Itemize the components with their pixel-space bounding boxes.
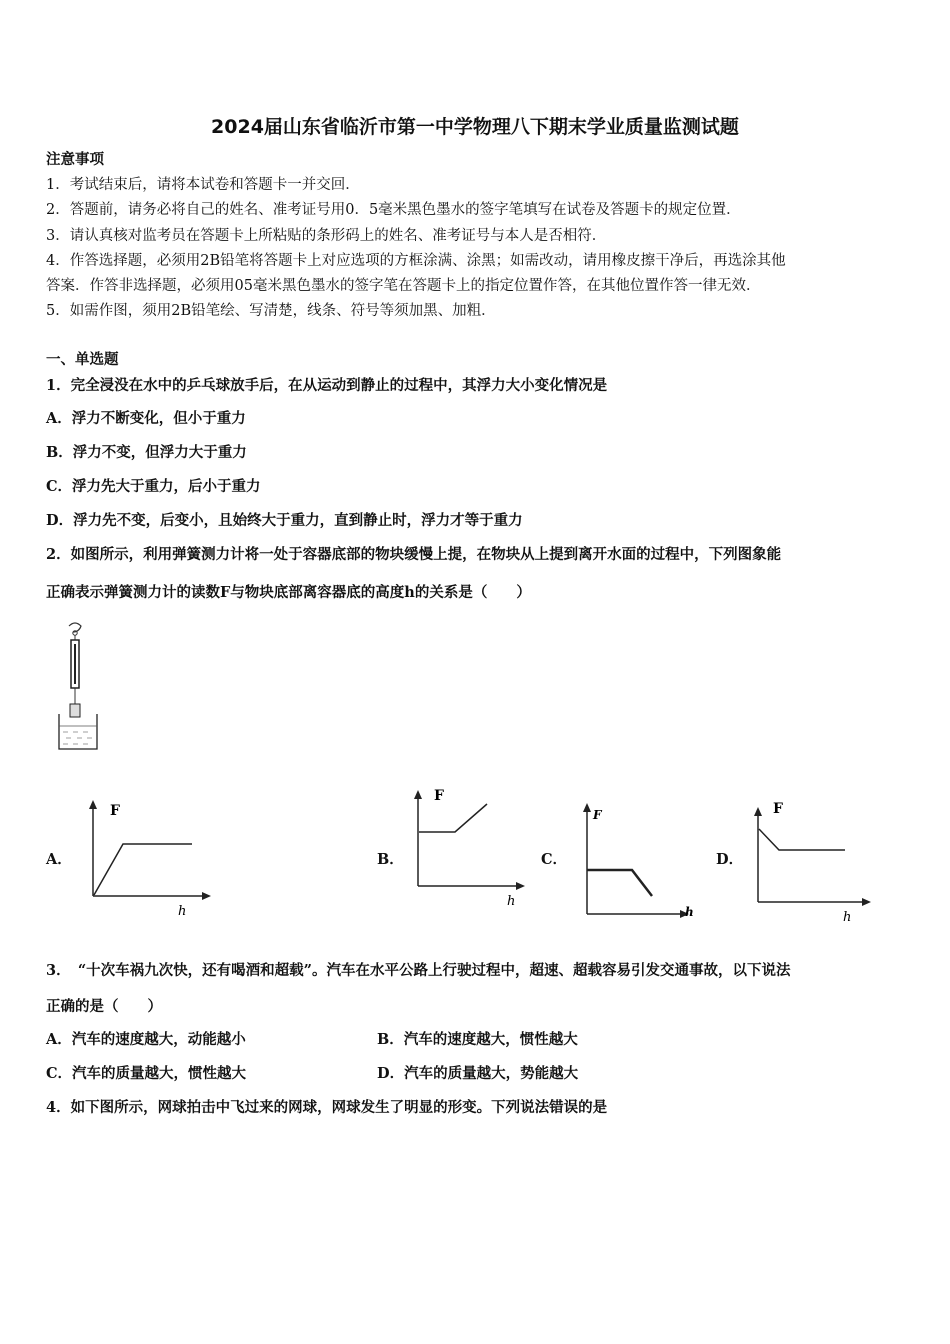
graph-c-curve [587, 870, 652, 896]
notice-item: 2．答题前，请务必将自己的姓名、准考证号用0．5毫米黑色墨水的签字笔填写在试卷及答题卡的规定位置． [46, 202, 741, 218]
section-heading: 一、单选题 [46, 351, 119, 368]
question-1-option-a: A．浮力不断变化，但小于重力 [46, 410, 246, 427]
question-2-stem-line1: 2．如图所示，利用弹簧测力计将一处于容器底部的物块缓慢上提，在物块从上提到离开水面的过程中，下列图象能 [46, 546, 782, 563]
notice-heading: 注意事项 [46, 151, 104, 168]
graph-label-a: A． [46, 851, 72, 868]
question-1-option-d: D．浮力先不变，后变小，且始终大于重力，直到静止时，浮力才等于重力 [46, 512, 523, 529]
graph-label-b: B． [377, 851, 404, 868]
graph-d [745, 795, 880, 925]
graph-b-y-label: F [434, 788, 444, 804]
graph-b [407, 784, 537, 909]
notice-item: 5．如需作图，须用2B铅笔绘、写清楚，线条、符号等须加黑、加粗． [46, 303, 496, 319]
question-3-option-a: A．汽车的速度越大，动能越小 [46, 1031, 246, 1048]
question-4-stem: 4．如下图所示，网球拍击中飞过来的网球，网球发生了明显的形变。下列说法错误的是 [46, 1099, 608, 1116]
question-1-stem: 1．完全浸没在水中的乒乓球放手后，在从运动到静止的过程中，其浮力大小变化情况是 [46, 377, 608, 394]
graph-d-curve [759, 829, 845, 850]
graph-c-y-label: F [593, 808, 602, 822]
graph-a [80, 795, 220, 920]
graph-b-curve [419, 804, 487, 832]
question-3-option-b: B．汽车的速度越大，惯性越大 [377, 1031, 578, 1048]
graph-d-x-arrow [862, 898, 871, 906]
graph-a-curve [94, 844, 192, 895]
graph-d-y-arrow [754, 807, 762, 816]
graph-d-y-label: F [773, 801, 783, 817]
graph-d-x-label: h [843, 910, 852, 925]
graph-c-x-label: h [685, 905, 694, 919]
notice-item: 1．考试结束后，请将本试卷和答题卡一并交回． [46, 177, 360, 193]
graph-a-y-label: F [110, 803, 120, 819]
graph-b-x-label: h [507, 894, 516, 909]
graph-label-d: D． [716, 851, 744, 868]
graph-c [577, 797, 702, 922]
question-3-stem-line1: 3． “十次车祸九次快，还有喝酒和超载”。汽车在水平公路上行驶过程中，超速、超载容易引发交通事故，以下说法 [46, 962, 791, 979]
spring-scale-figure [55, 620, 105, 755]
question-3-option-d: D．汽车的质量越大，势能越大 [377, 1065, 579, 1082]
graph-a-y-arrow [89, 800, 97, 809]
page-title: 2024届山东省临沂市第一中学物理八下期末学业质量监测试题 [211, 116, 739, 138]
graph-a-x-arrow [202, 892, 211, 900]
notice-item: 4．作答选择题，必须用2B铅笔将答题卡上对应选项的方框涂满、涂黑；如需改动，请用橡皮擦干净后，再选涂其他 [46, 253, 786, 269]
question-3-option-c: C．汽车的质量越大，惯性越大 [46, 1065, 247, 1082]
graph-a-x-label: h [178, 904, 187, 919]
notice-item: 3．请认真核对监考员在答题卡上所粘贴的条形码上的姓名、准考证号与本人是否相符． [46, 228, 607, 244]
graph-c-y-arrow [583, 803, 591, 812]
question-2-stem-line2: 正确表示弹簧测力计的读数F与物块底部离容器底的高度h的关系是（ ） [46, 584, 531, 601]
notice-item: 答案．作答非选择题，必须用05毫米黑色墨水的签字笔在答题卡上的指定位置作答，在其他位置作答一律无效． [46, 278, 761, 294]
question-3-stem-line2: 正确的是（ ） [46, 998, 162, 1015]
graph-b-x-arrow [516, 882, 525, 890]
graph-label-c: C． [541, 851, 568, 868]
question-1-option-b: B．浮力不变，但浮力大于重力 [46, 444, 247, 461]
graph-b-y-arrow [414, 790, 422, 799]
question-1-option-c: C．浮力先大于重力，后小于重力 [46, 478, 261, 495]
